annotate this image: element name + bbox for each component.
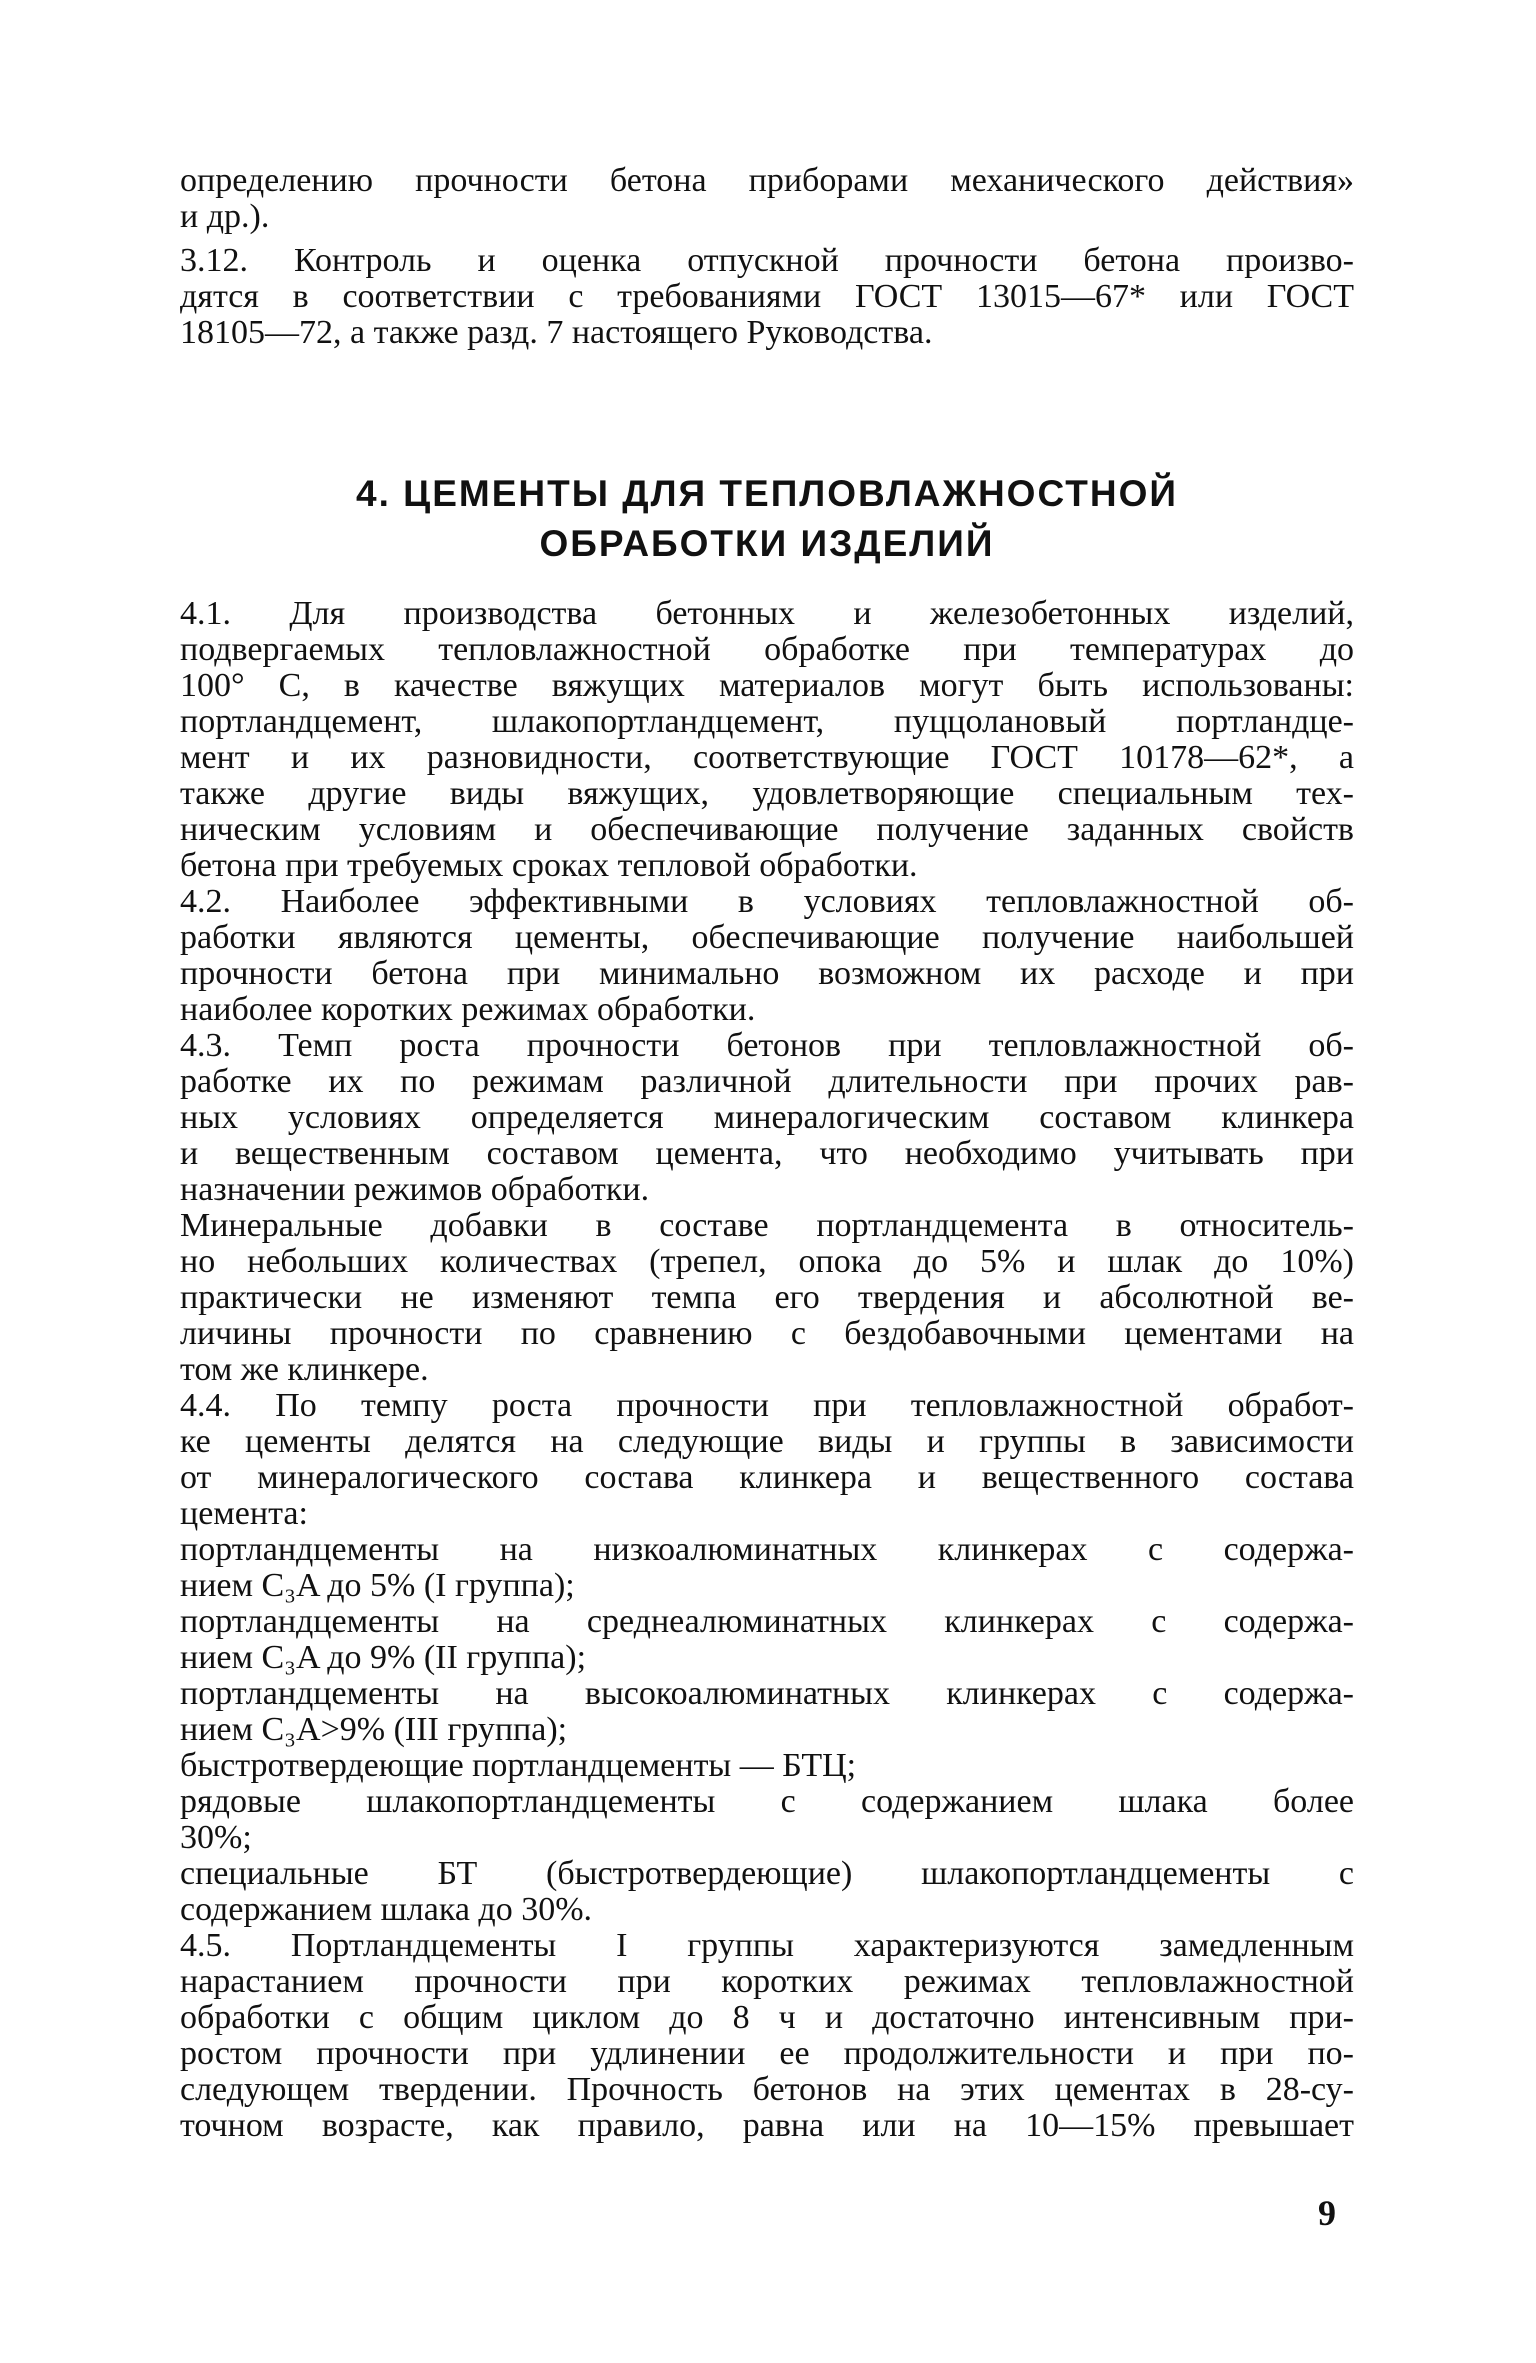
text-line: 18105—72, а также разд. 7 настоящего Руководства.: [180, 314, 933, 351]
text-line: личины прочности по сравнению с бездобавочными цементами на: [180, 1315, 1354, 1352]
text-line: дятся в соответствии с требованиями ГОСТ 13015—67* или ГОСТ: [180, 278, 1354, 315]
text-line: 3.12. Контроль и оценка отпускной прочности бетона произво-: [180, 242, 1354, 279]
text-line: 4.1. Для производства бетонных и железобетонных изделий,: [180, 595, 1354, 632]
text-line: нием C₃A>9% (III группа);: [180, 1711, 568, 1748]
text-line: ростом прочности при удлинении ее продолжительности и при по-: [180, 2035, 1354, 2072]
text-line: работке их по режимам различной длительности при прочих рав-: [180, 1063, 1354, 1100]
text-line: цемента:: [180, 1495, 308, 1532]
text-line: практически не изменяют темпа его твердения и абсолютной ве-: [180, 1279, 1354, 1316]
text-line: ническим условиям и обеспечивающие получение заданных свойств: [180, 811, 1354, 848]
text-line: быстротвердеющие портландцементы — БТЦ;: [180, 1747, 857, 1784]
text-line: Минеральные добавки в составе портландцемента в относитель-: [180, 1207, 1354, 1244]
text-line: прочности бетона при минимально возможном их расходе и при: [180, 955, 1354, 992]
text-line: нием C₃A до 9% (II группа);: [180, 1639, 587, 1676]
section-heading: ОБРАБОТКИ ИЗДЕЛИЙ: [539, 523, 995, 564]
text-line: обработки с общим циклом до 8 ч и достаточно интенсивным при-: [180, 1999, 1354, 2036]
text-line: работки являются цементы, обеспечивающие получение наибольшей: [180, 919, 1354, 956]
text-line: нием C₃A до 5% (I группа);: [180, 1567, 575, 1604]
text-line: том же клинкере.: [180, 1351, 429, 1388]
text-line: наиболее коротких режимах обработки.: [180, 991, 756, 1028]
text-line: следующем твердении. Прочность бетонов на этих цементах в 28-су-: [180, 2071, 1354, 2108]
text-line: ке цементы делятся на следующие виды и группы в зависимости: [180, 1423, 1354, 1460]
text-line: 30%;: [180, 1819, 252, 1856]
text-line: 4.4. По темпу роста прочности при тепловлажностной обработ-: [180, 1387, 1354, 1424]
text-line: определению прочности бетона приборами механического действия»: [180, 162, 1354, 199]
text-line: содержанием шлака до 30%.: [180, 1891, 593, 1928]
section-heading: 4. ЦЕМЕНТЫ ДЛЯ ТЕПЛОВЛАЖНОСТНОЙ: [356, 473, 1178, 514]
text-line: портландцементы на низкоалюминатных клинкерах с содержа-: [180, 1531, 1354, 1568]
text-line: портландцементы на среднеалюминатных клинкерах с содержа-: [180, 1603, 1354, 1640]
text-line: ных условиях определяется минералогическим составом клинкера: [180, 1099, 1354, 1136]
text-line: портландцементы на высокоалюминатных клинкерах с содержа-: [180, 1675, 1354, 1712]
text-line: подвергаемых тепловлажностной обработке при температурах до: [180, 631, 1354, 668]
text-line: от минералогического состава клинкера и вещественного состава: [180, 1459, 1354, 1496]
text-line: 100° С, в качестве вяжущих материалов могут быть использованы:: [180, 667, 1354, 704]
text-line: специальные БТ (быстротвердеющие) шлакопортландцементы с: [180, 1855, 1354, 1892]
text-line: 4.2. Наиболее эффективными в условиях тепловлажностной об-: [180, 883, 1354, 920]
text-line: мент и их разновидности, соответствующие ГОСТ 10178—62*, а: [180, 739, 1354, 776]
text-line: назначении режимов обработки.: [180, 1171, 650, 1208]
text-line: портландцемент, шлакопортландцемент, пуццолановый портландце-: [180, 703, 1354, 740]
text-line: бетона при требуемых сроках тепловой обработки.: [180, 847, 918, 884]
text-line: 4.5. Портландцементы I группы характеризуются замедленным: [180, 1927, 1354, 1964]
text-line: и вещественным составом цемента, что необходимо учитывать при: [180, 1135, 1354, 1172]
text-line: точном возрасте, как правило, равна или на 10—15% превышает: [180, 2107, 1354, 2144]
text-line: но небольших количествах (трепел, опока до 5% и шлак до 10%): [180, 1243, 1354, 1280]
text-line: рядовые шлакопортландцементы с содержанием шлака более: [180, 1783, 1354, 1820]
text-line: и др.).: [180, 198, 270, 235]
text-line: также другие виды вяжущих, удовлетворяющие специальным тех-: [180, 775, 1354, 812]
page-number: 9: [1318, 2193, 1336, 2233]
text-line: нарастанием прочности при коротких режимах тепловлажностной: [180, 1963, 1354, 2000]
text-line: 4.3. Темп роста прочности бетонов при тепловлажностной об-: [180, 1027, 1354, 1064]
